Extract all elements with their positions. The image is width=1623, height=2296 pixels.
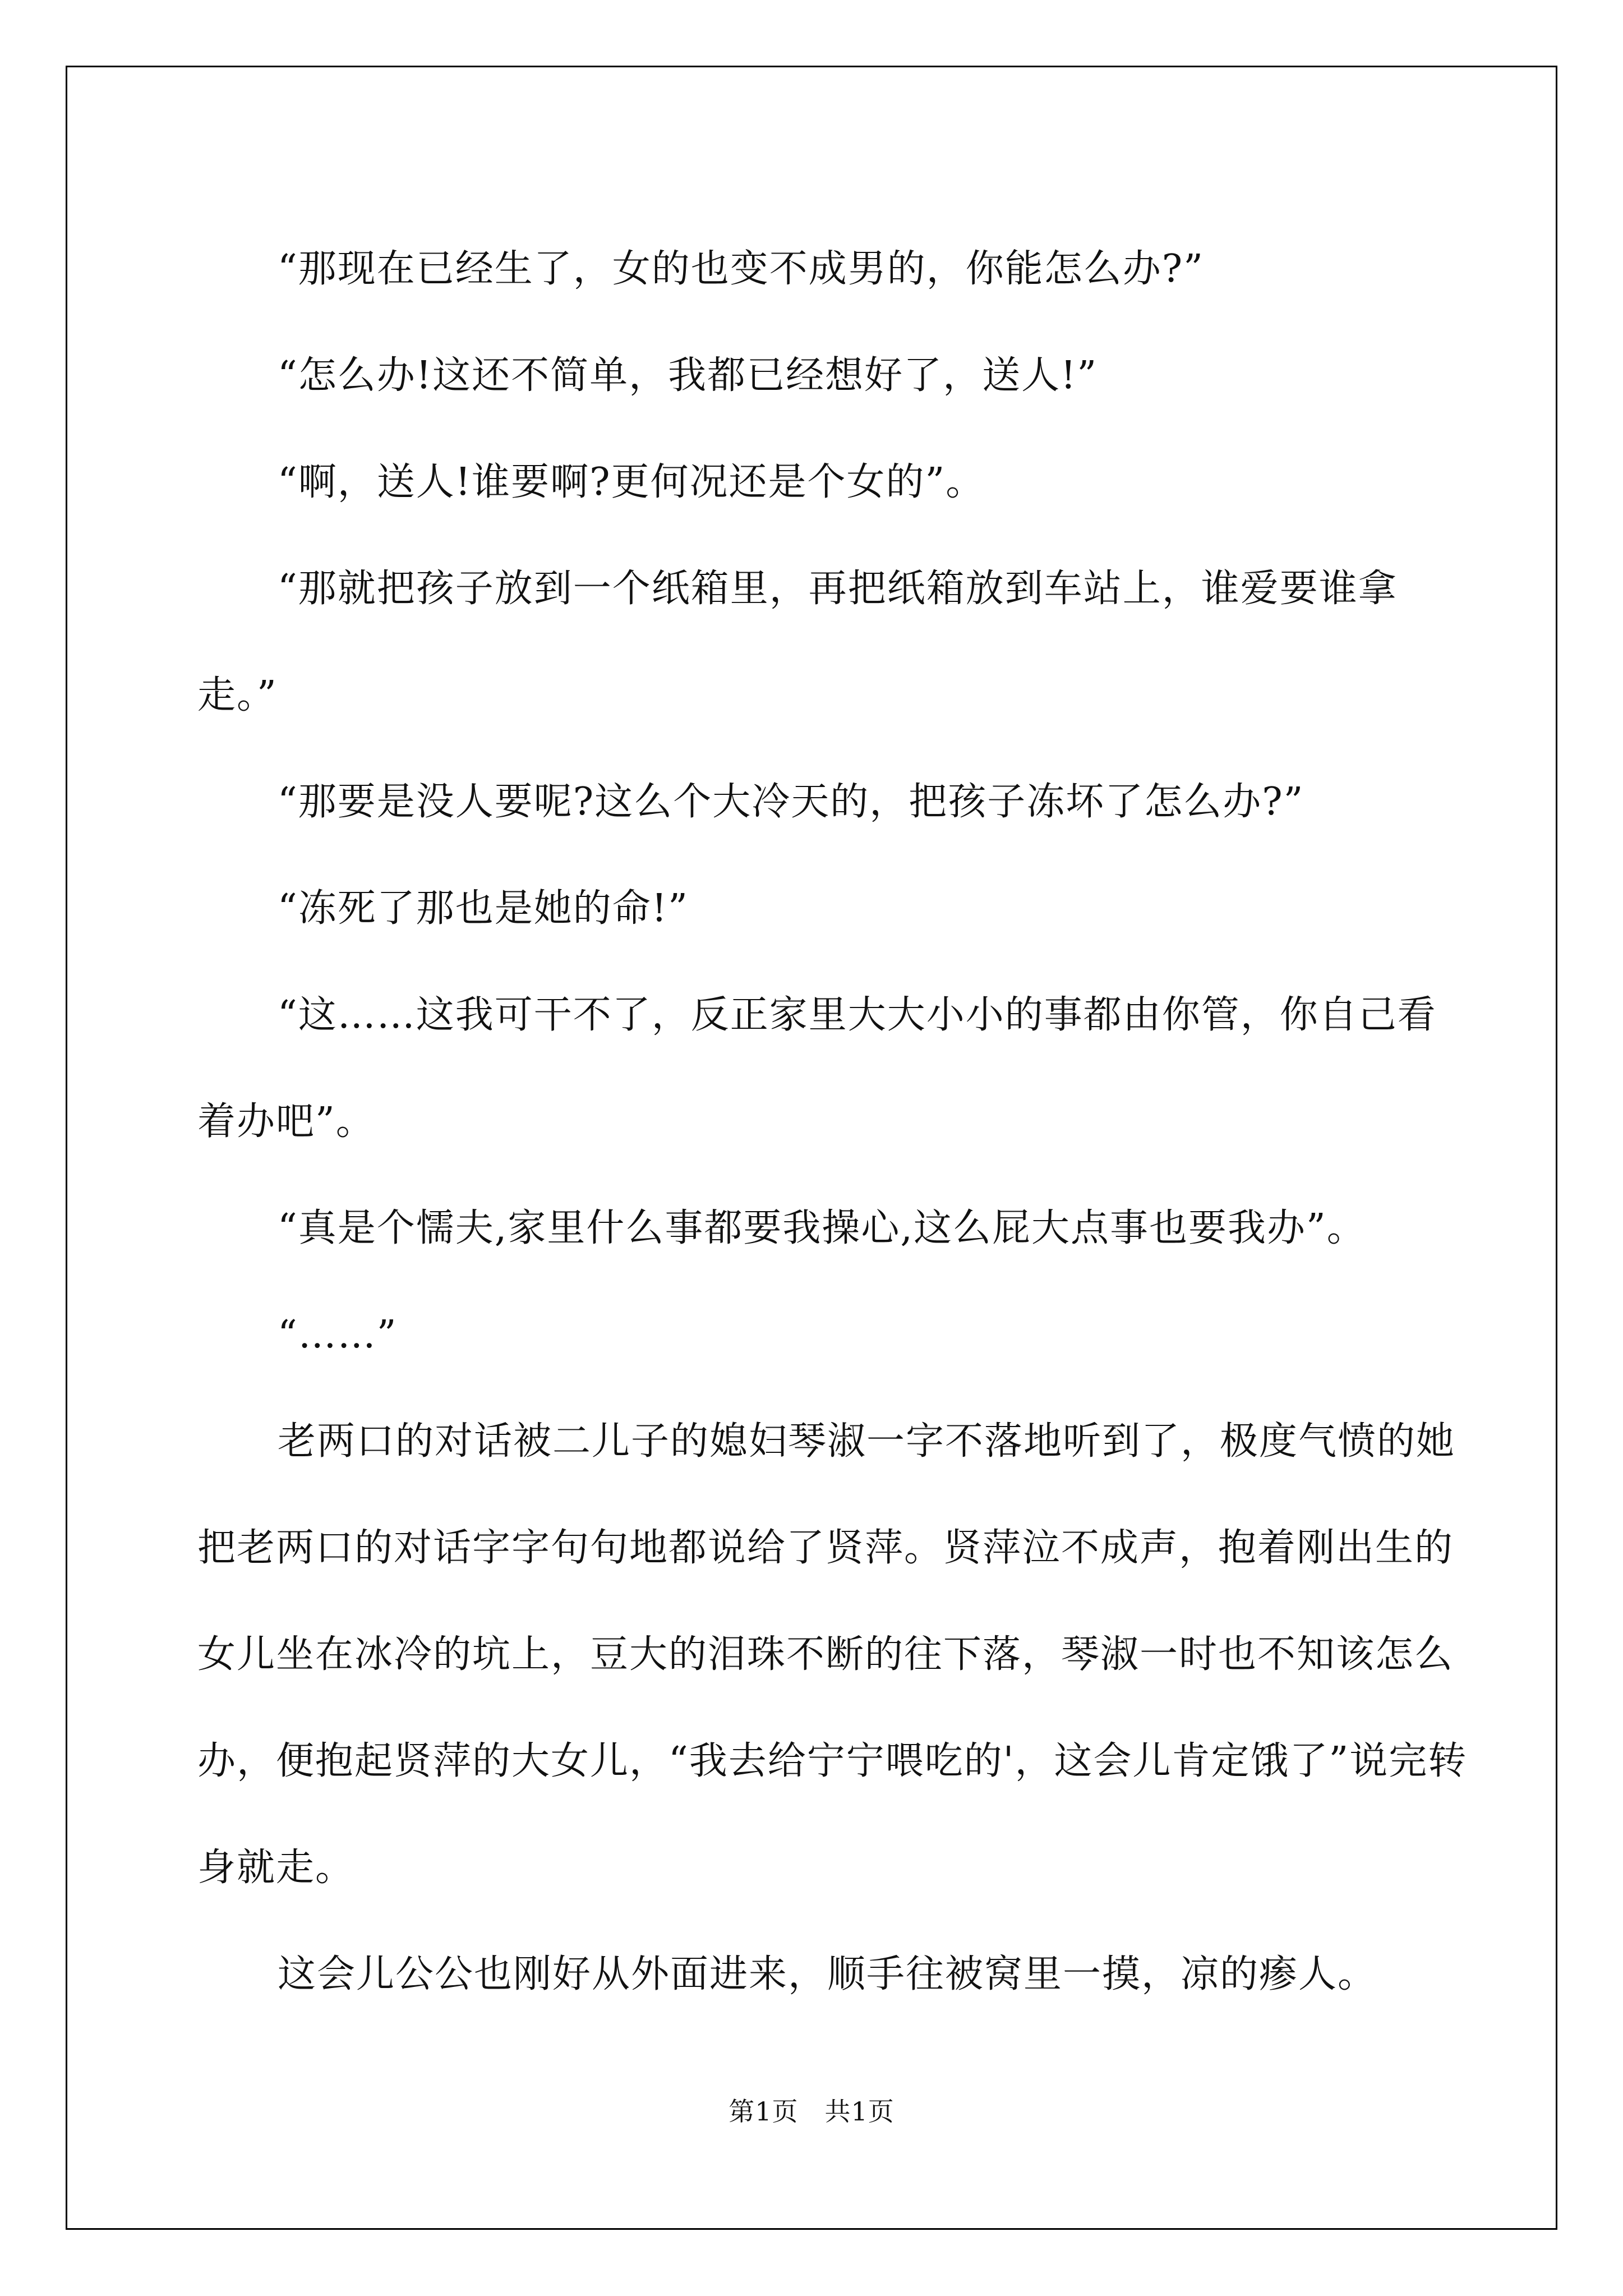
paragraph-10: 老两口的对话被二儿子的媳妇琴淑一字不落地听到了，极度气愤的她把老两口的对话字字句句地都说给了贤萍。贤萍泣不成声，抱着刚出生的女儿坐在冰冷的坑上，豆大的泪珠不断的往下落，琴淑一时也不知该怎么办，便抱起贤萍的大女儿，“我去给宁宁喂吃的'，这会儿肯定饿了”说完转身就走。 xyxy=(197,1419,1468,1890)
document-body xyxy=(197,216,1468,2028)
paragraph-11: 这会儿公公也刚好从外面进来，顺手往被窝里一摸，凉的瘆人。 xyxy=(278,1952,1377,1996)
paragraph-7: “这……这我可干不了，反正家里大大小小的事都由你管，你自己看着办吧”。 xyxy=(197,993,1437,1144)
page-number-footer: 第1页 共1页 xyxy=(728,2096,895,2127)
paragraph-4: “那就把孩子放到一个纸箱里，再把纸箱放到车站上，谁爱要谁拿走。” xyxy=(197,567,1398,717)
paragraph-2: “怎么办!这还不简单，我都已经想好了，送人!” xyxy=(278,353,1098,398)
paragraph-9: “……” xyxy=(278,1313,398,1357)
paragraph-5: “那要是没人要呢?这么个大冷天的，把孩子冻坏了怎么办?” xyxy=(278,780,1304,824)
paragraph-3: “啊，送人!谁要啊?更何况还是个女的”。 xyxy=(278,460,985,504)
paragraph-8: “真是个懦夫,家里什么事都要我操心,这么屁大点事也要我办”。 xyxy=(278,1206,1366,1250)
paragraph-1: “那现在已经生了，女的也变不成男的，你能怎么办?” xyxy=(278,247,1204,291)
paragraph-6: “冻死了那也是她的命!” xyxy=(278,886,689,931)
